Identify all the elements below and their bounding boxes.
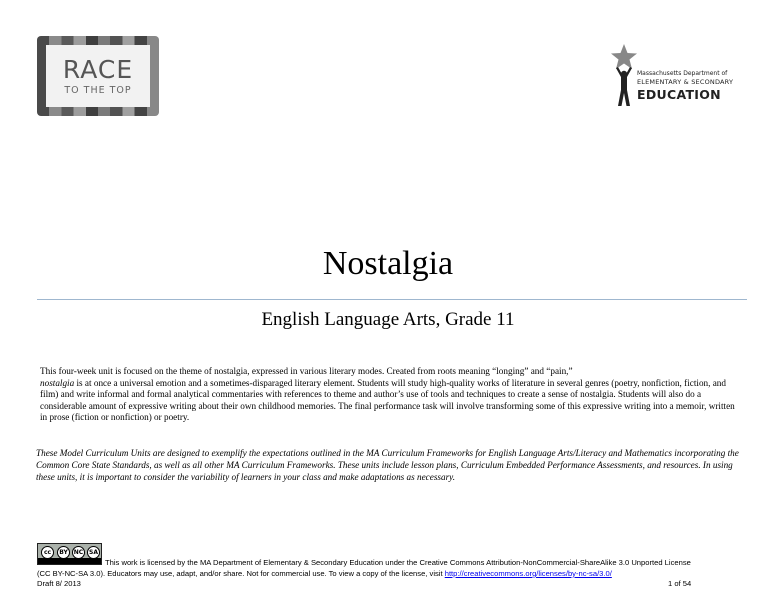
by-icon: BY <box>57 546 70 559</box>
document-title: Nostalgia <box>322 245 454 282</box>
draft-date: Draft 8/ 2013 <box>37 579 81 588</box>
unit-description <box>40 366 740 424</box>
nc-icon: NC <box>72 546 85 559</box>
curriculum-note: These Model Curriculum Units are designed to exemplify the expectations outlined in the MA Curriculum Frameworks for English Language Arts/Literacy and Mathematics incorporating the Common Core State Standards, as well as all other MA Curriculum Frameworks. These units include lesson plans, Curriculum Embedded Performance Assessments, and resources. In using these units, it is important to consider the variability of learners in your class and make adaptations as necessary. <box>36 448 739 482</box>
page-number: 1 of 54 <box>668 579 692 588</box>
document-subtitle: English Language Arts, Grade 11 <box>261 309 515 330</box>
sa-icon: SA <box>87 546 100 559</box>
race-to-the-top-logo <box>37 36 159 116</box>
title-divider <box>37 299 747 300</box>
intro-part2: is at once a universal emotion and a sometimes-disparaged literary element. Students will study high-quality works of literature in several genres (poetry, nonfiction, fiction, and film) and write informal and formal analytical commentaries with references to theme and author’s use of tools and techniques to create a sense of nostalgia. Students will also do a considerable amount of expressive writing about their own childhood memories. The final performance task will involve transforming some of this expressive writing into a memoir, written in prose (fiction or nonfiction) or poetry. <box>40 377 735 422</box>
ma-dese-line3: EDUCATION <box>637 87 721 102</box>
star-figure-icon <box>606 44 638 108</box>
license-line1: This work is licensed by the MA Department of Elementary & Secondary Education under the Creative Commons Attribution-NonCommercial-ShareAlike 3.0 Unported License <box>105 558 691 567</box>
intro-part1: This four-week unit is focused on the theme of nostalgia, expressed in various literary modes. Created from roots meaning “longing” and “pain,” <box>40 366 573 376</box>
intro-emphasis: nostalgia <box>40 377 75 388</box>
cc-icon: cc <box>41 546 54 559</box>
logo-to-the-top-text: TO THE TOP <box>64 84 132 96</box>
logo-race-text: RACE <box>62 54 134 84</box>
license-link[interactable]: http://creativecommons.org/licenses/by-nc-sa/3.0/ <box>444 569 612 578</box>
ma-dese-line2: ELEMENTARY & SECONDARY <box>637 78 734 86</box>
license-text <box>37 557 757 579</box>
license-line2: (CC BY-NC-SA 3.0). Educators may use, adapt, and/or share. Not for commercial use. To view a copy of the license, visit <box>37 569 445 578</box>
ma-dese-wordmark <box>637 70 733 103</box>
ma-dese-logo <box>606 44 736 108</box>
ma-dese-line1: Massachusetts Department of <box>637 70 728 77</box>
logo-inner-panel <box>46 45 150 107</box>
